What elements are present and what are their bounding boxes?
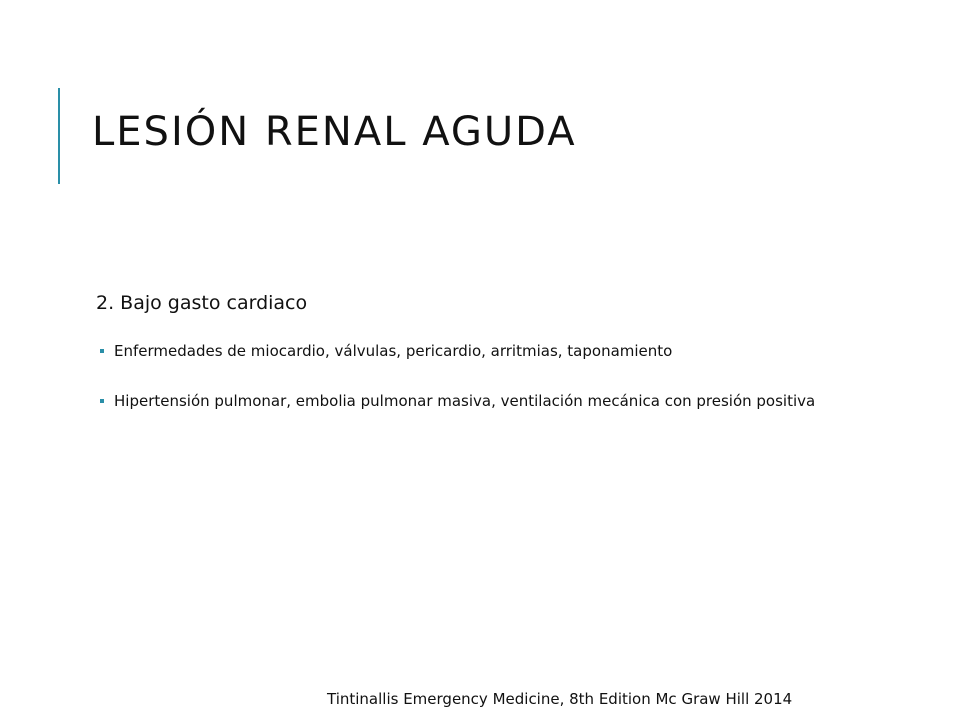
bullet-text: Hipertensión pulmonar, embolia pulmonar masiva, ventilación mecánica con presión positiva	[114, 392, 816, 411]
slide-title: LESIÓN RENAL AGUDA	[92, 109, 577, 155]
bullet-item	[96, 391, 840, 412]
bullet-item	[96, 341, 840, 362]
bullet-list	[96, 341, 840, 412]
title-accent-bar	[58, 88, 60, 184]
citation-footer: Tintinallis Emergency Medicine, 8th Edition Mc Graw Hill 2014	[327, 690, 793, 708]
bullet-text: Enfermedades de miocardio, válvulas, pericardio, arritmias, taponamiento	[114, 341, 673, 360]
square-bullet-icon	[100, 399, 104, 403]
section-subheading: 2. Bajo gasto cardiaco	[96, 292, 308, 314]
square-bullet-icon	[100, 349, 104, 353]
slide-content	[96, 292, 840, 442]
